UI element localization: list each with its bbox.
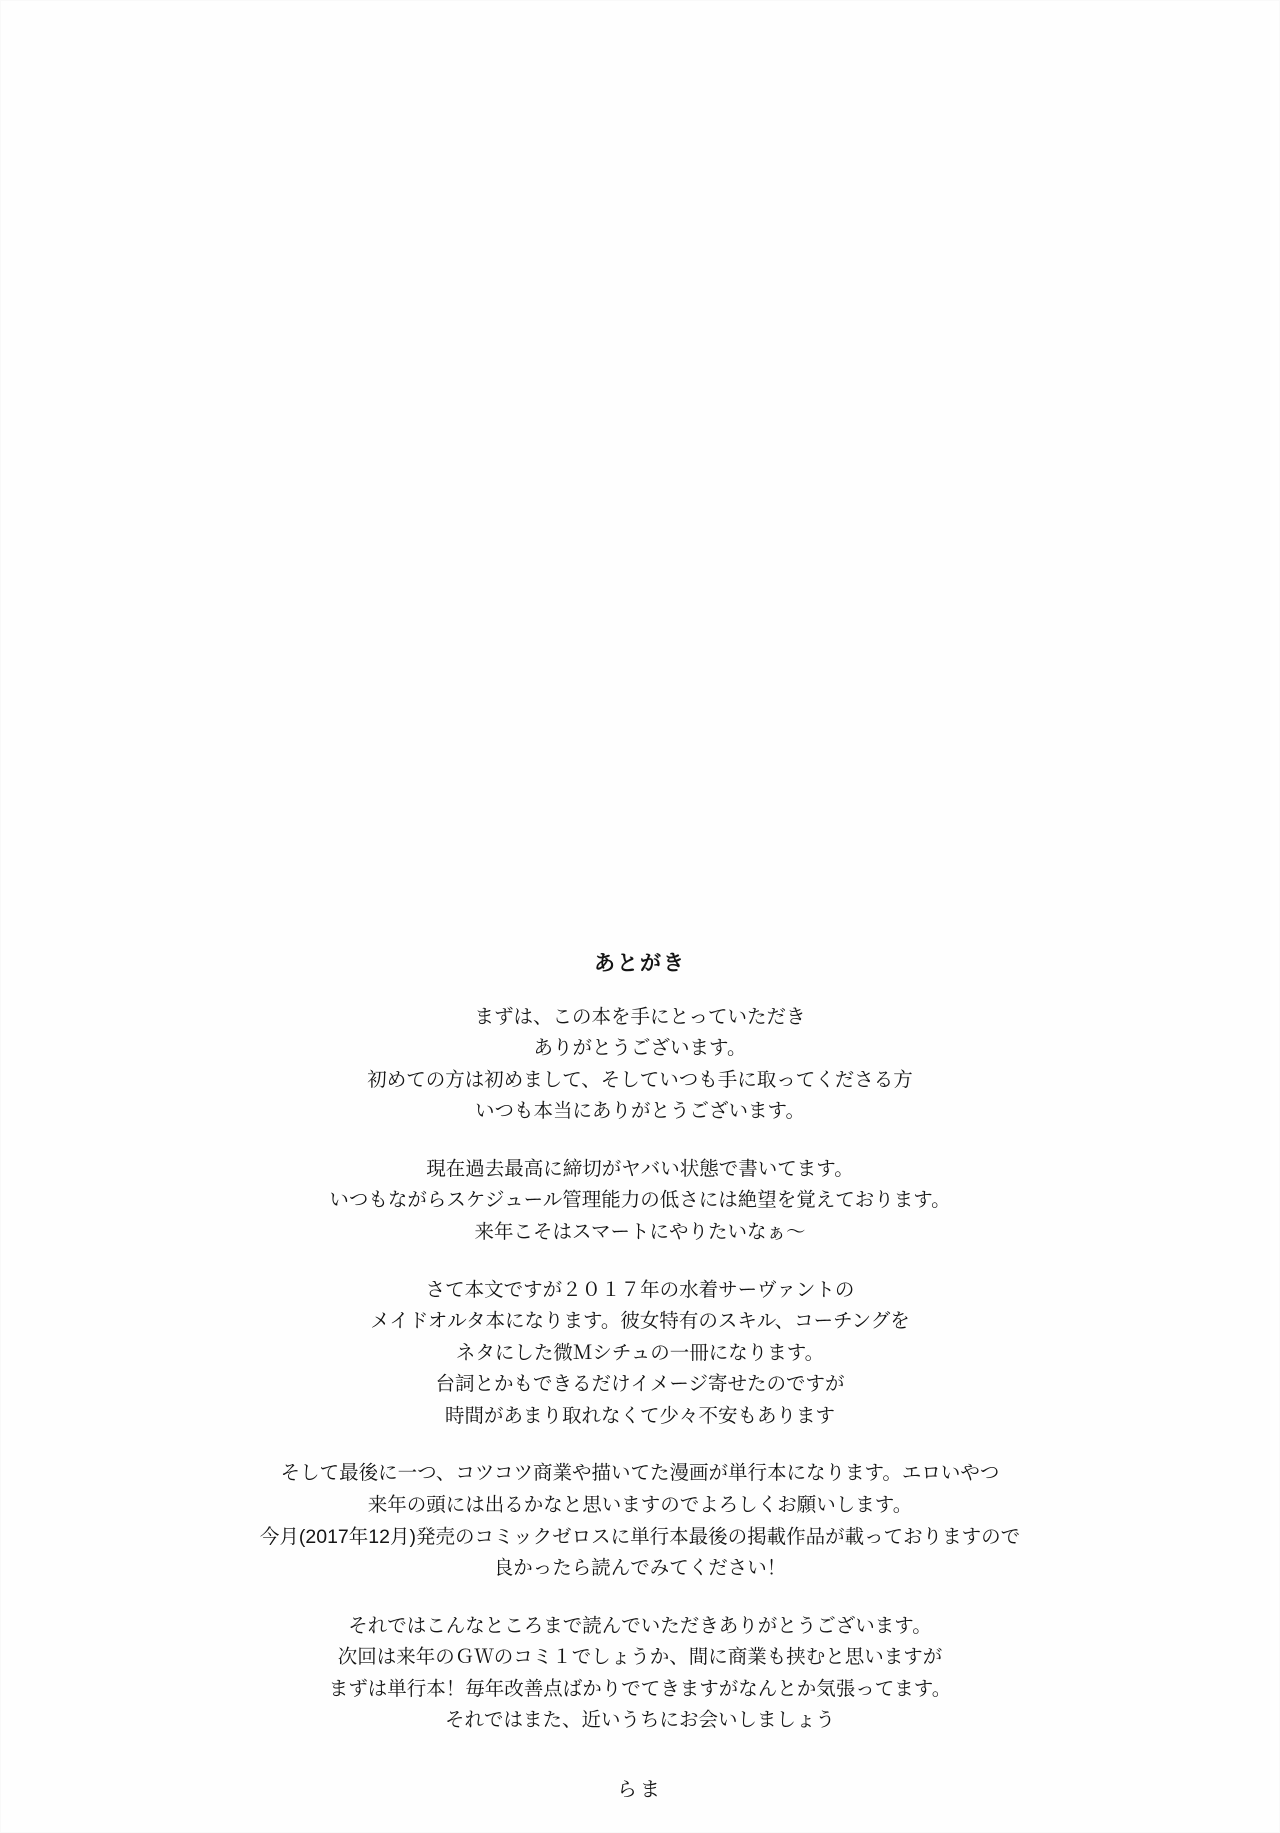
afterword-paragraph-announcement <box>0 1458 1280 1584</box>
afterword-paragraph-content <box>0 1275 1280 1433</box>
afterword-line: 現在過去最高に締切がヤバい状態で書いてます。 <box>426 1157 854 1180</box>
afterword-line: 次回は来年のＧＷのコミ１でしょうか、間に商業も挟むと思いますが <box>337 1646 943 1669</box>
afterword-line: まずは、この本を手にとっていただき <box>474 1005 806 1028</box>
afterword-paragraph-greeting <box>0 1002 1280 1128</box>
afterword-line: ネタにした微Ｍシチュの一冊になります。 <box>455 1341 825 1364</box>
afterword-paragraph-closing <box>0 1611 1280 1737</box>
afterword-section <box>0 948 1280 1802</box>
afterword-line: いつもながらスケジュール管理能力の低さには絶望を覚えております。 <box>329 1189 951 1212</box>
afterword-line: 台詞とかもできるだけイメージ寄せたのですが <box>435 1373 845 1396</box>
afterword-line: そして最後に一つ、コツコツ商業や描いてた漫画が単行本になります。エロいやつ <box>280 1462 1000 1485</box>
afterword-line: メイドオルタ本になります。彼女特有のスキル、コーチングを <box>370 1310 910 1333</box>
afterword-line: まずは単行本！毎年改善点ばかりでてきますがなんとか気張ってます。 <box>328 1677 952 1700</box>
afterword-line: それではまた、近いうちにお会いしましょう <box>444 1709 835 1732</box>
afterword-line: 良かったら読んでみてください！ <box>493 1557 787 1580</box>
afterword-line: ありがとうございます。 <box>533 1037 747 1060</box>
afterword-line: いつも本当にありがとうございます。 <box>475 1100 805 1123</box>
afterword-line: それではこんなところまで読んでいただきありがとうございます。 <box>348 1614 932 1637</box>
author-signature: らま <box>617 1779 663 1802</box>
afterword-line: さて本文ですが２０１７年の水着サーヴァントの <box>425 1278 855 1301</box>
afterword-title: あとがき <box>594 952 686 975</box>
afterword-line: 時間があまり取れなくて少々不安もあります <box>444 1404 835 1427</box>
afterword-paragraph-schedule <box>0 1154 1280 1249</box>
afterword-line: 来年の頭には出るかなと思いますのでよろしくお願いします。 <box>367 1494 913 1517</box>
afterword-line: 今月(2017年12月)発売のコミックゼロスに単行本最後の掲載作品が載っておりますので <box>259 1525 1021 1548</box>
afterword-line: 初めての方は初めまして、そしていつも手に取ってくださる方 <box>367 1068 913 1091</box>
afterword-line: 来年こそはスマートにやりたいなぁ～ <box>474 1220 806 1243</box>
